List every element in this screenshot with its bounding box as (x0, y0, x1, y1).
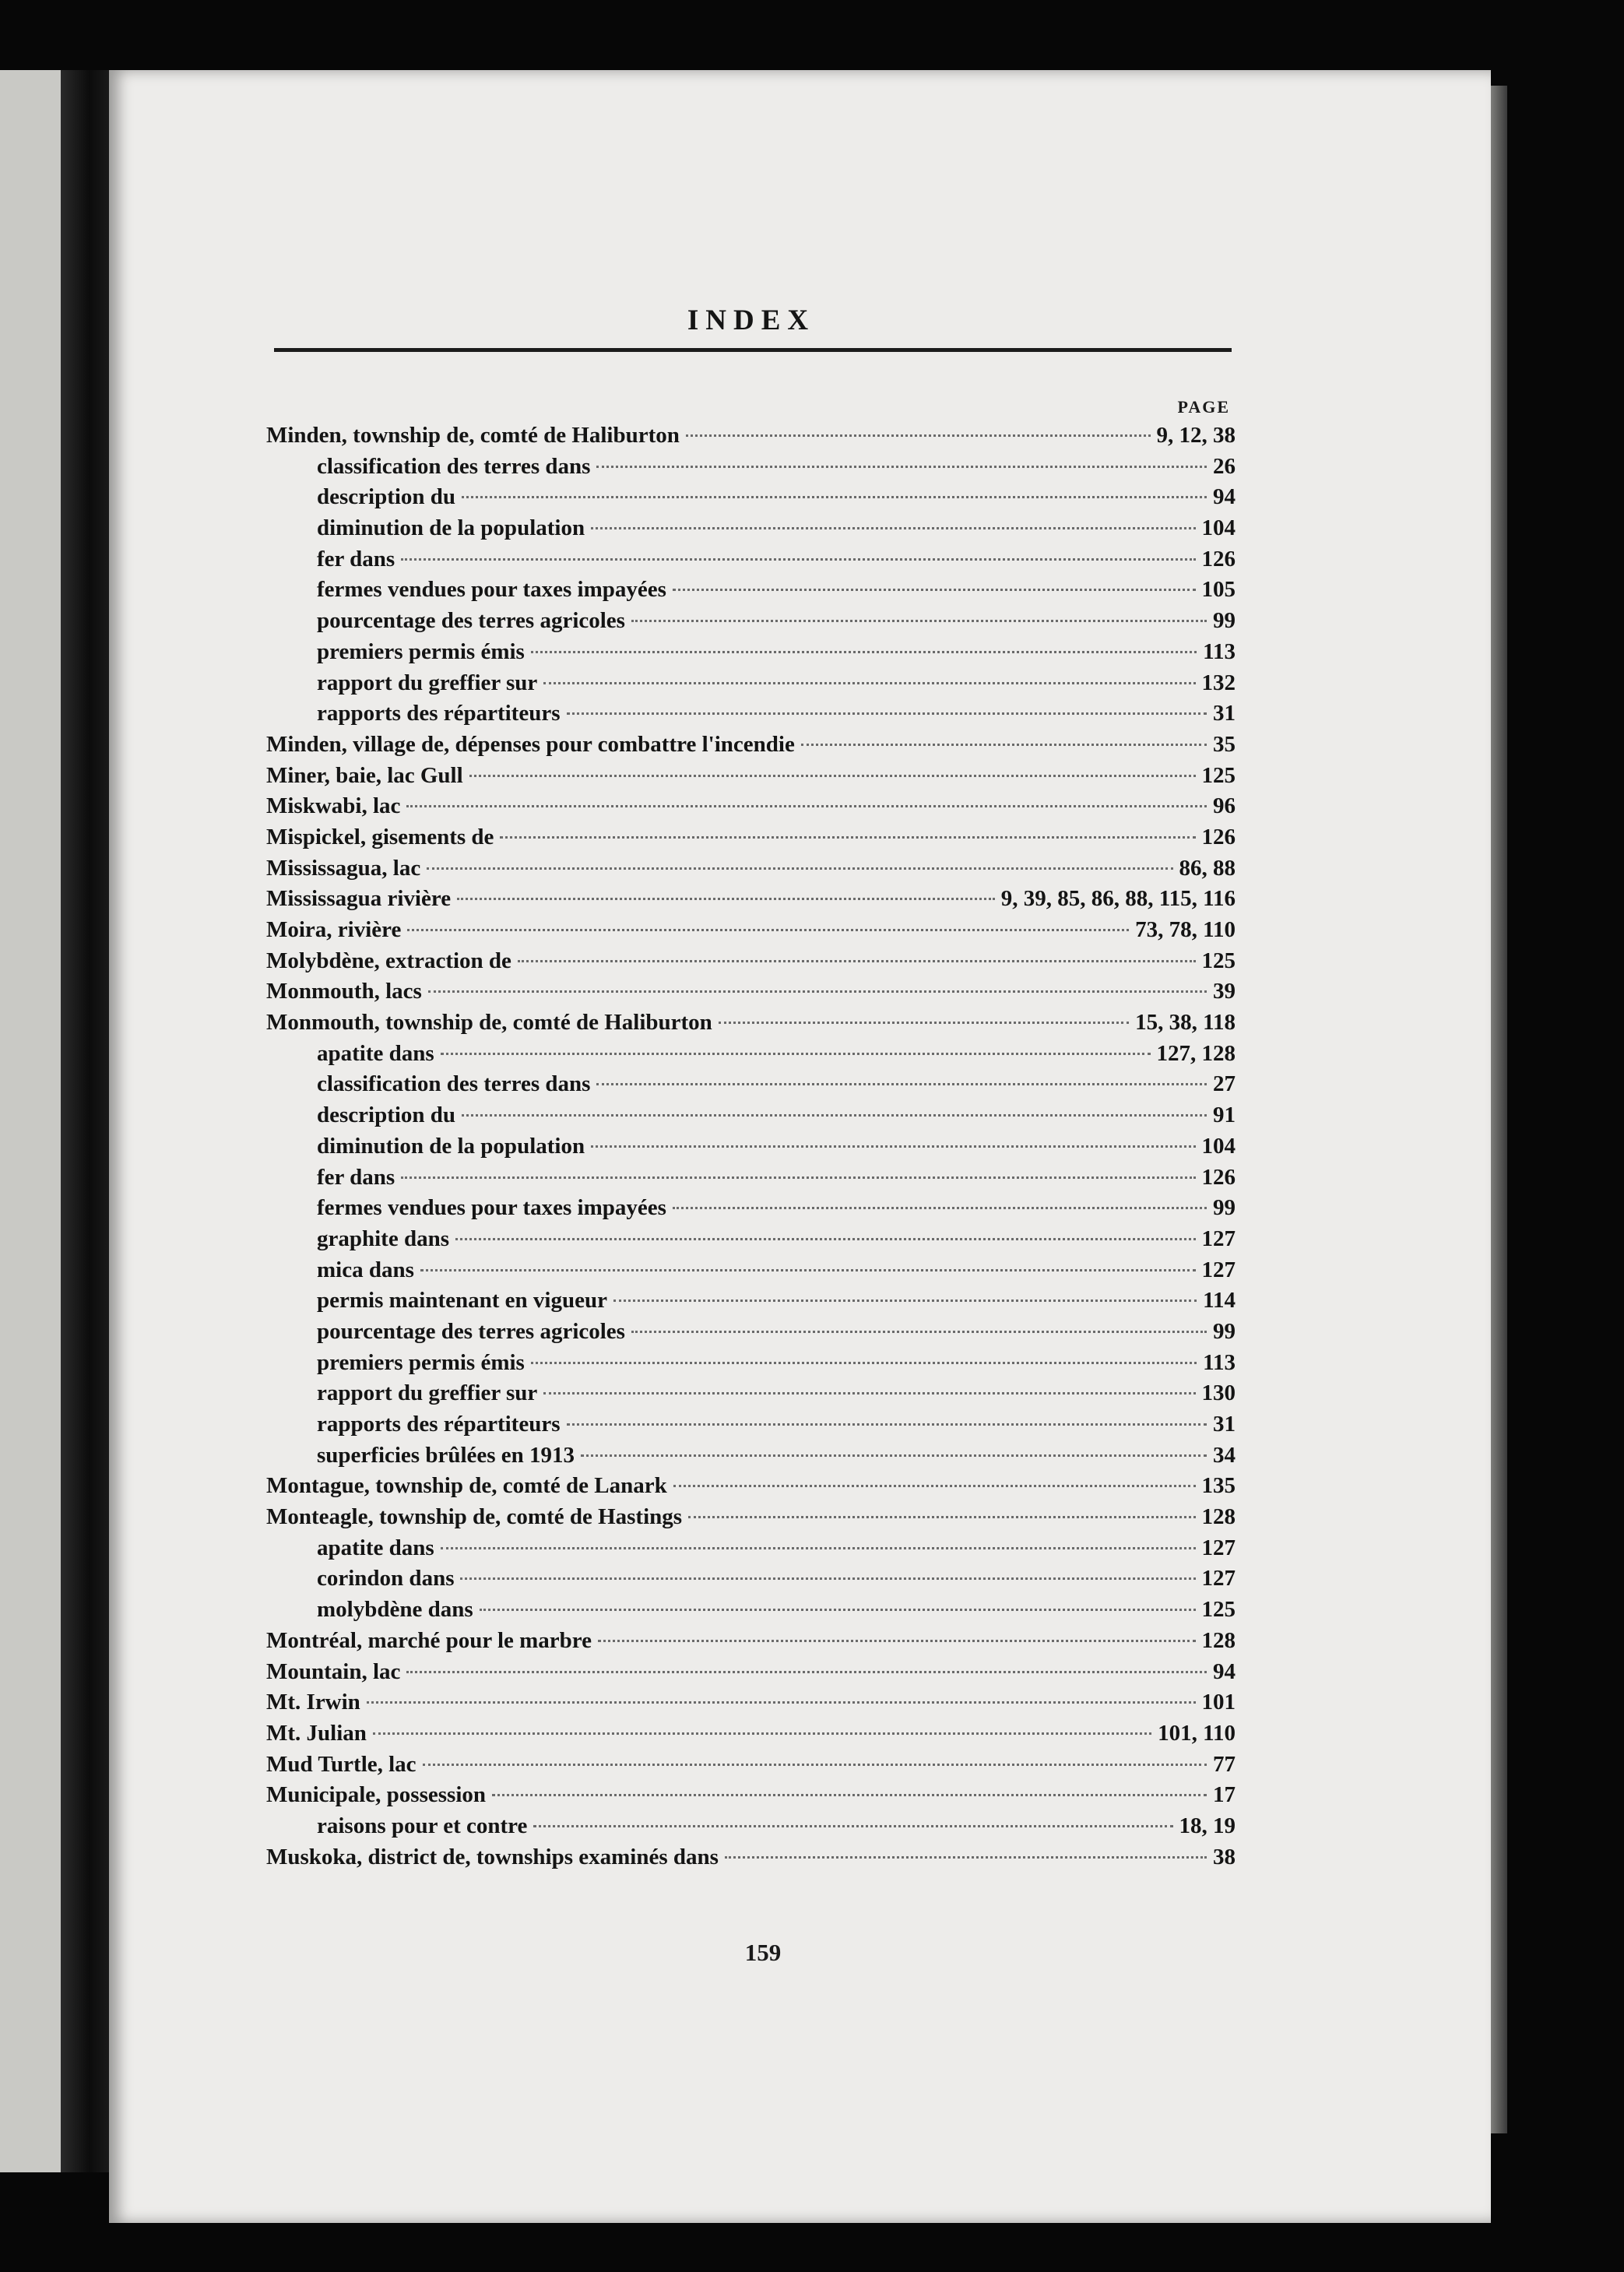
entry-term: Minden, township de, comté de Haliburton (266, 423, 680, 448)
index-subentry (266, 1813, 1236, 1845)
entry-pages: 86, 88 (1179, 855, 1236, 881)
entry-pages: 35 (1213, 731, 1236, 757)
index-subentry (266, 1350, 1236, 1381)
entry-term: rapport du greffier sur (317, 670, 538, 695)
index-entry (266, 886, 1236, 917)
heading-rule (274, 348, 1232, 352)
entry-pages: 113 (1203, 638, 1236, 664)
dot-leader (686, 434, 1151, 437)
dot-leader (462, 496, 1207, 498)
entry-term: description du (317, 484, 456, 510)
entry-pages: 130 (1201, 1380, 1236, 1406)
index-entry (266, 793, 1236, 825)
dot-leader (373, 1732, 1151, 1735)
binding-gutter (61, 70, 109, 2172)
dot-leader (596, 466, 1207, 468)
dot-leader (591, 1145, 1195, 1148)
index-entry (266, 917, 1236, 948)
entry-term: rapports des répartiteurs (317, 701, 561, 726)
index-subentry (266, 577, 1236, 608)
entry-term: molybdène dans (317, 1597, 473, 1623)
index-subentry (266, 1134, 1236, 1165)
entry-term: Mississagua rivière (266, 886, 452, 912)
dot-leader (598, 1640, 1196, 1642)
index-heading: INDEX (687, 304, 816, 336)
entry-pages: 27 (1213, 1071, 1236, 1097)
entry-pages: 77 (1213, 1751, 1236, 1777)
entry-term: Mt. Irwin (266, 1690, 360, 1715)
index-subentry (266, 1195, 1236, 1226)
index-subentry (266, 515, 1236, 547)
dot-leader (613, 1300, 1197, 1302)
dot-leader (518, 960, 1196, 962)
index-subentry (266, 1535, 1236, 1567)
dot-leader (480, 1609, 1196, 1611)
index-subentry (266, 1380, 1236, 1412)
entry-term: Mississagua, lac (266, 855, 421, 881)
dot-leader (596, 1083, 1207, 1085)
entry-term: rapport du greffier sur (317, 1380, 538, 1406)
dot-leader (492, 1794, 1207, 1796)
index-entry (266, 1752, 1236, 1783)
dot-leader (631, 1331, 1207, 1333)
index-entry (266, 825, 1236, 856)
index-subentry (266, 1103, 1236, 1134)
dot-leader (673, 1485, 1196, 1487)
index-entry (266, 1721, 1236, 1752)
entry-pages: 15, 38, 118 (1135, 1010, 1236, 1036)
entry-term: fermes vendues pour taxes impayées (317, 1195, 666, 1221)
entry-pages: 126 (1201, 824, 1236, 849)
index-entry (266, 1782, 1236, 1813)
index-subentry (266, 484, 1236, 515)
entry-term: fermes vendues pour taxes impayées (317, 577, 666, 603)
entry-term: classification des terres dans (317, 453, 591, 479)
entry-term: graphite dans (317, 1226, 450, 1251)
entry-term: apatite dans (317, 1040, 434, 1066)
dot-leader (469, 775, 1196, 777)
entry-term: raisons pour et contre (317, 1813, 528, 1838)
entry-pages: 127, 128 (1156, 1040, 1236, 1066)
entry-term: diminution de la population (317, 1133, 585, 1159)
entry-pages: 125 (1201, 1597, 1236, 1623)
index-entry (266, 1690, 1236, 1721)
index-entry (266, 1628, 1236, 1659)
index-entry (266, 1845, 1236, 1876)
dot-leader (543, 1392, 1195, 1395)
entry-pages: 94 (1213, 484, 1236, 510)
page-column-label: PAGE (1177, 397, 1230, 417)
entry-term: premiers permis émis (317, 638, 525, 664)
dot-leader (427, 867, 1172, 870)
entry-pages: 34 (1213, 1442, 1236, 1468)
index-entry (266, 763, 1236, 794)
entry-term: Monteagle, township de, comté de Hastings (266, 1504, 683, 1530)
entry-term: Miskwabi, lac (266, 793, 401, 819)
entry-term: Mt. Julian (266, 1720, 367, 1746)
index-entry-list (266, 423, 1236, 1875)
index-entry (266, 1473, 1236, 1504)
entry-pages: 128 (1201, 1627, 1236, 1653)
entry-pages: 18, 19 (1179, 1813, 1236, 1838)
entry-pages: 96 (1213, 793, 1236, 819)
index-subentry (266, 454, 1236, 485)
dot-leader (531, 1362, 1197, 1364)
dot-leader (533, 1825, 1172, 1827)
index-subentry (266, 1443, 1236, 1474)
entry-term: premiers permis émis (317, 1349, 525, 1375)
dot-leader (673, 1207, 1207, 1209)
entry-term: Monmouth, township de, comté de Haliburton (266, 1010, 712, 1036)
entry-pages: 132 (1201, 670, 1236, 695)
entry-term: pourcentage des terres agricoles (317, 1318, 625, 1344)
dot-leader (567, 712, 1207, 715)
index-entry (266, 732, 1236, 763)
dot-leader (457, 898, 995, 900)
entry-pages: 99 (1213, 1195, 1236, 1221)
entry-pages: 39 (1213, 979, 1236, 1004)
dot-leader (367, 1701, 1196, 1704)
entry-pages: 127 (1201, 1566, 1236, 1591)
index-subentry (266, 670, 1236, 702)
entry-term: diminution de la population (317, 515, 585, 541)
entry-pages: 126 (1201, 546, 1236, 572)
entry-term: Montréal, marché pour le marbre (266, 1627, 592, 1653)
index-entry (266, 948, 1236, 979)
entry-term: Mispickel, gisements de (266, 824, 494, 849)
index-subentry (266, 1597, 1236, 1628)
dot-leader (407, 929, 1129, 931)
index-subentry (266, 701, 1236, 732)
entry-pages: 127 (1201, 1226, 1236, 1251)
entry-pages: 113 (1203, 1349, 1236, 1375)
entry-term: Monmouth, lacs (266, 979, 422, 1004)
entry-pages: 127 (1201, 1257, 1236, 1282)
left-page-edge (0, 70, 61, 2172)
entry-pages: 17 (1213, 1782, 1236, 1808)
entry-pages: 127 (1201, 1535, 1236, 1560)
entry-term: fer dans (317, 546, 395, 572)
dot-leader (406, 1671, 1207, 1673)
index-subentry (266, 608, 1236, 639)
entry-term: Molybdène, extraction de (266, 948, 511, 973)
index-subentry (266, 1288, 1236, 1319)
dot-leader (531, 651, 1197, 653)
dot-leader (725, 1856, 1207, 1859)
dot-leader (441, 1547, 1196, 1549)
entry-pages: 128 (1201, 1504, 1236, 1530)
index-subentry (266, 1566, 1236, 1597)
index-entry (266, 856, 1236, 887)
entry-term: apatite dans (317, 1535, 434, 1560)
index-subentry (266, 1412, 1236, 1443)
index-entry (266, 1504, 1236, 1535)
entry-term: Minden, village de, dépenses pour combattre l'incendie (266, 731, 795, 757)
index-subentry (266, 547, 1236, 578)
dot-leader (455, 1238, 1195, 1240)
entry-pages: 114 (1203, 1288, 1236, 1314)
entry-term: Muskoka, district de, townships examinés dans (266, 1844, 719, 1869)
dot-leader (719, 1022, 1129, 1024)
entry-term: classification des terres dans (317, 1071, 591, 1097)
entry-term: Mountain, lac (266, 1658, 401, 1684)
entry-term: mica dans (317, 1257, 414, 1282)
index-subentry (266, 1319, 1236, 1350)
dot-leader (441, 1053, 1151, 1055)
dot-leader (460, 1577, 1195, 1580)
entry-term: Miner, baie, lac Gull (266, 762, 463, 788)
entry-pages: 26 (1213, 453, 1236, 479)
page-number: 159 (744, 1939, 782, 1966)
entry-term: Moira, rivière (266, 917, 402, 942)
entry-pages: 101 (1201, 1690, 1236, 1715)
dot-leader (631, 620, 1207, 622)
dot-leader (462, 1114, 1207, 1117)
entry-term: Municipale, possession (266, 1782, 486, 1808)
entry-pages: 104 (1201, 1133, 1236, 1159)
entry-pages: 135 (1201, 1473, 1236, 1499)
entry-pages: 31 (1213, 701, 1236, 726)
entry-term: corindon dans (317, 1566, 455, 1591)
dot-leader (423, 1764, 1207, 1766)
dot-leader (401, 558, 1195, 561)
entry-pages: 126 (1201, 1164, 1236, 1190)
index-subentry (266, 1041, 1236, 1072)
dot-leader (406, 805, 1207, 807)
dot-leader (801, 744, 1207, 746)
dot-leader (567, 1423, 1207, 1426)
entry-term: superficies brûlées en 1913 (317, 1442, 575, 1468)
entry-pages: 31 (1213, 1412, 1236, 1437)
entry-term: pourcentage des terres agricoles (317, 608, 625, 634)
index-subentry (266, 1071, 1236, 1103)
entry-pages: 94 (1213, 1658, 1236, 1684)
entry-pages: 105 (1201, 577, 1236, 603)
index-entry (266, 423, 1236, 454)
entry-term: permis maintenant en vigueur (317, 1288, 607, 1314)
dot-leader (543, 682, 1195, 684)
dot-leader (591, 527, 1195, 529)
entry-term: Mud Turtle, lac (266, 1751, 417, 1777)
index-entry (266, 979, 1236, 1010)
entry-pages: 91 (1213, 1103, 1236, 1128)
entry-pages: 9, 39, 85, 86, 88, 115, 116 (1000, 886, 1236, 912)
dot-leader (401, 1176, 1195, 1179)
entry-pages: 99 (1213, 608, 1236, 634)
entry-pages: 99 (1213, 1318, 1236, 1344)
dot-leader (581, 1454, 1207, 1457)
entry-pages: 125 (1201, 948, 1236, 973)
entry-term: Montague, township de, comté de Lanark (266, 1473, 667, 1499)
index-subentry (266, 639, 1236, 670)
entry-term: description du (317, 1103, 456, 1128)
index-entry (266, 1659, 1236, 1690)
entry-term: rapports des répartiteurs (317, 1412, 561, 1437)
dot-leader (500, 836, 1195, 839)
index-entry (266, 1010, 1236, 1041)
dot-leader (688, 1516, 1195, 1518)
entry-pages: 104 (1201, 515, 1236, 541)
entry-pages: 101, 110 (1158, 1720, 1236, 1746)
entry-pages: 73, 78, 110 (1135, 917, 1236, 942)
dot-leader (428, 990, 1207, 993)
entry-term: fer dans (317, 1164, 395, 1190)
index-subentry (266, 1257, 1236, 1289)
entry-pages: 125 (1201, 762, 1236, 788)
entry-pages: 38 (1213, 1844, 1236, 1869)
index-subentry (266, 1165, 1236, 1196)
dot-leader (673, 589, 1196, 591)
dot-leader (420, 1269, 1196, 1271)
entry-pages: 9, 12, 38 (1156, 423, 1236, 448)
index-subentry (266, 1226, 1236, 1257)
